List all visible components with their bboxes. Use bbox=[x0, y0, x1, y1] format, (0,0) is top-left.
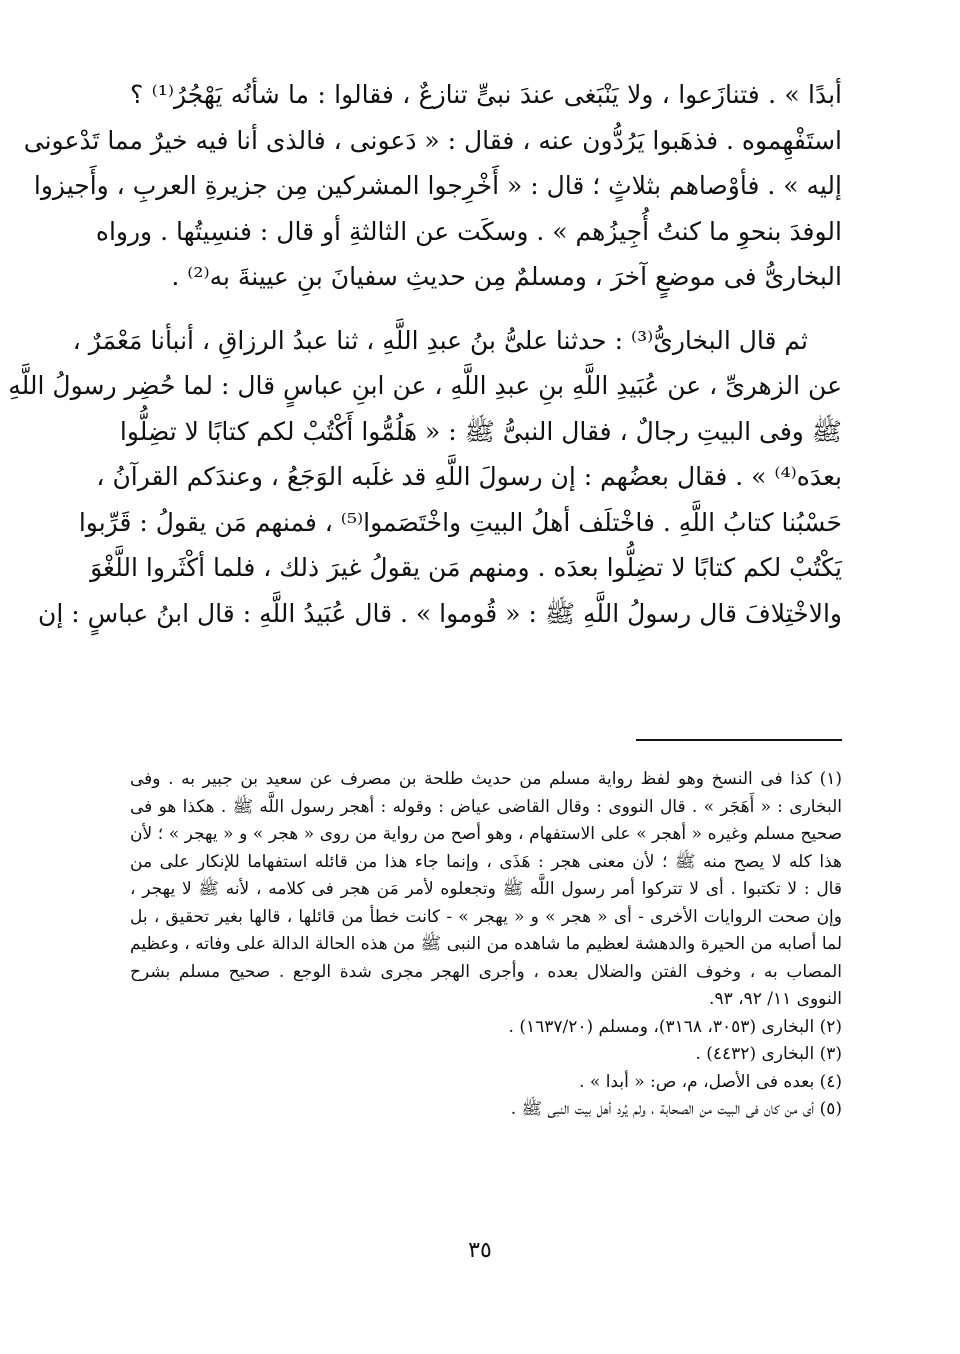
main-text-block bbox=[8, 72, 843, 636]
main-line: إليه » . فأوْصاهم بثلاثٍ ؛ قال : « أَخْرِجوا المشركين مِن جزيرةِ العربِ ، وأَجيزوا bbox=[33, 171, 842, 200]
footnote-line: المصاب به ، وخوف الفتن والضلال بعده ، وأجرى الهجر مجرى شدة الوجع . صحيح مسلم بشرح bbox=[130, 961, 842, 982]
main-line: البخارىُّ فى موضعٍ آخرَ ، ومسلمٌ مِن حديثِ سفيانَ بنِ عيينةَ به⁽²⁾ . bbox=[171, 262, 842, 291]
main-line: استَفْهِموه . فذهَبوا يَرُدُّون عنه ، فقال : « دَعونى ، فالذى أنا فيه خيرٌ مما تَدْعونى bbox=[23, 125, 842, 155]
paragraph-gap bbox=[130, 300, 842, 318]
page-number: ٣٥ bbox=[468, 1238, 492, 1263]
footnote-line: النووى ١١/ ٩٢، ٩٣. bbox=[709, 989, 842, 1009]
footnote-line: (٢) البخارى (٣٠٥٣، ٣١٦٨)، ومسلم (١٦٣٧/٢٠) . bbox=[508, 1016, 842, 1037]
footnote-line: قال : لا تكتبوا . أى لا تتركوا أمر رسول اللَّه ﷺ وتجعلوه لأمر مَن هجر فى كلامه ، لأنه ﷺ لا يهجر ، bbox=[130, 879, 842, 899]
main-line: عن الزهرىِّ ، عن عُبَيدِ اللَّهِ بنِ عبدِ اللَّهِ ، عن ابنِ عباسٍ قال : لما حُضِر رسولُ اللَّهِ bbox=[8, 371, 842, 400]
footnote-line: وإن صحت الروايات الأخرى - أى « هجر » و « يهجر » - كانت خطأ من قائلها ، قالها بغير تحقيق ، بل bbox=[130, 906, 842, 927]
main-line: حَسْبُنا كتابُ اللَّهِ . فاخْتلَف أهلُ البيتِ واخْتَصَموا⁽⁵⁾ ، فمنهم مَن يقولُ : قَرِّبوا bbox=[78, 507, 842, 537]
footnote-line: هذا كله لا يصح منه ﷺ ؛ لأن معنى هجر : هَذَى ، وإنما جاء هذا من قائله استفهاما للإنكار على من bbox=[130, 851, 842, 872]
main-line: ﷺ وفى البيتِ رجالٌ ، فقال النبىُّ ﷺ : « هَلُمُّوا أَكْتُبْ لكم كتابًا لا تضِلُّوا bbox=[119, 416, 842, 446]
footnote-line: (١) كذا فى النسخ وهو لفظ رواية مسلم من حديث طلحة بن مصرف عن سعيد بن جبير به . وفى bbox=[130, 769, 842, 789]
footnote-line: (٥) أى من كان فى البيت من الصحابة ، ولم يُرد أهل بيت النبى ﷺ . bbox=[510, 1099, 842, 1119]
main-line: الوفدَ بنحوِ ما كنتُ أُجِيزُهم » . وسكَت عن الثالثةِ أو قال : فنسِيتُها . ورواه bbox=[95, 216, 842, 246]
footnote-line: صحيح مسلم وغيره « أهجر » على الاستفهام ، وهو أصح من رواية من روى « هجر » و « يهجر » ؛ لأن bbox=[130, 824, 842, 844]
footnote-line: البخارى : « أَهَجَر » . قال النووى : وقال القاضى عياض : وقوله : أهجر رسول اللَّه ﷺ . هكذا هو فى bbox=[130, 796, 842, 817]
main-line: يَكْتُبْ لكم كتابًا لا تضِلُّوا بعدَه . ومنهم مَن يقولُ غيرَ ذلك ، فلما أكْثَروا اللَّغْوَ bbox=[90, 553, 842, 582]
footnote-line: (٤) بعده فى الأصل، م، ص: « أبدا » . bbox=[579, 1071, 842, 1092]
main-line: ثم قال البخارىُّ⁽³⁾ : حدثنا علىُّ بنُ عبدِ اللَّهِ ، ثنا عبدُ الرزاقِ ، أنبأنا مَعْمَرٌ ، bbox=[72, 325, 808, 355]
footnote-line: (٣) البخارى (٤٤٣٢) . bbox=[695, 1044, 842, 1064]
main-line: والاخْتِلافَ قال رسولُ اللَّهِ ﷺ : « قُوموا » . قال عُبَيدُ اللَّهِ : قال ابنُ عباسٍ : إن bbox=[37, 598, 842, 628]
main-line: بعدَه⁽⁴⁾ » . فقال بعضُهم : إن رسولَ اللَّهِ قد غلَبه الوَجَعُ ، وعندَكم القرآنُ ، bbox=[96, 462, 842, 491]
main-line: أبدًا » . فتنازَعوا ، ولا يَنْبَغى عندَ نبىٍّ تنازعٌ ، فقالوا : ما شأنُه يَهْجُرُ⁽¹⁾ ؟ bbox=[130, 80, 843, 109]
footnote-divider bbox=[636, 739, 842, 741]
footnotes-block bbox=[130, 766, 842, 1124]
footnote-line: لما أصابه من الحيرة والدهشة لعظيم ما شاهده من النبى ﷺ من هذه الحالة الدالة على وفاته ، وعظيم bbox=[130, 934, 842, 954]
